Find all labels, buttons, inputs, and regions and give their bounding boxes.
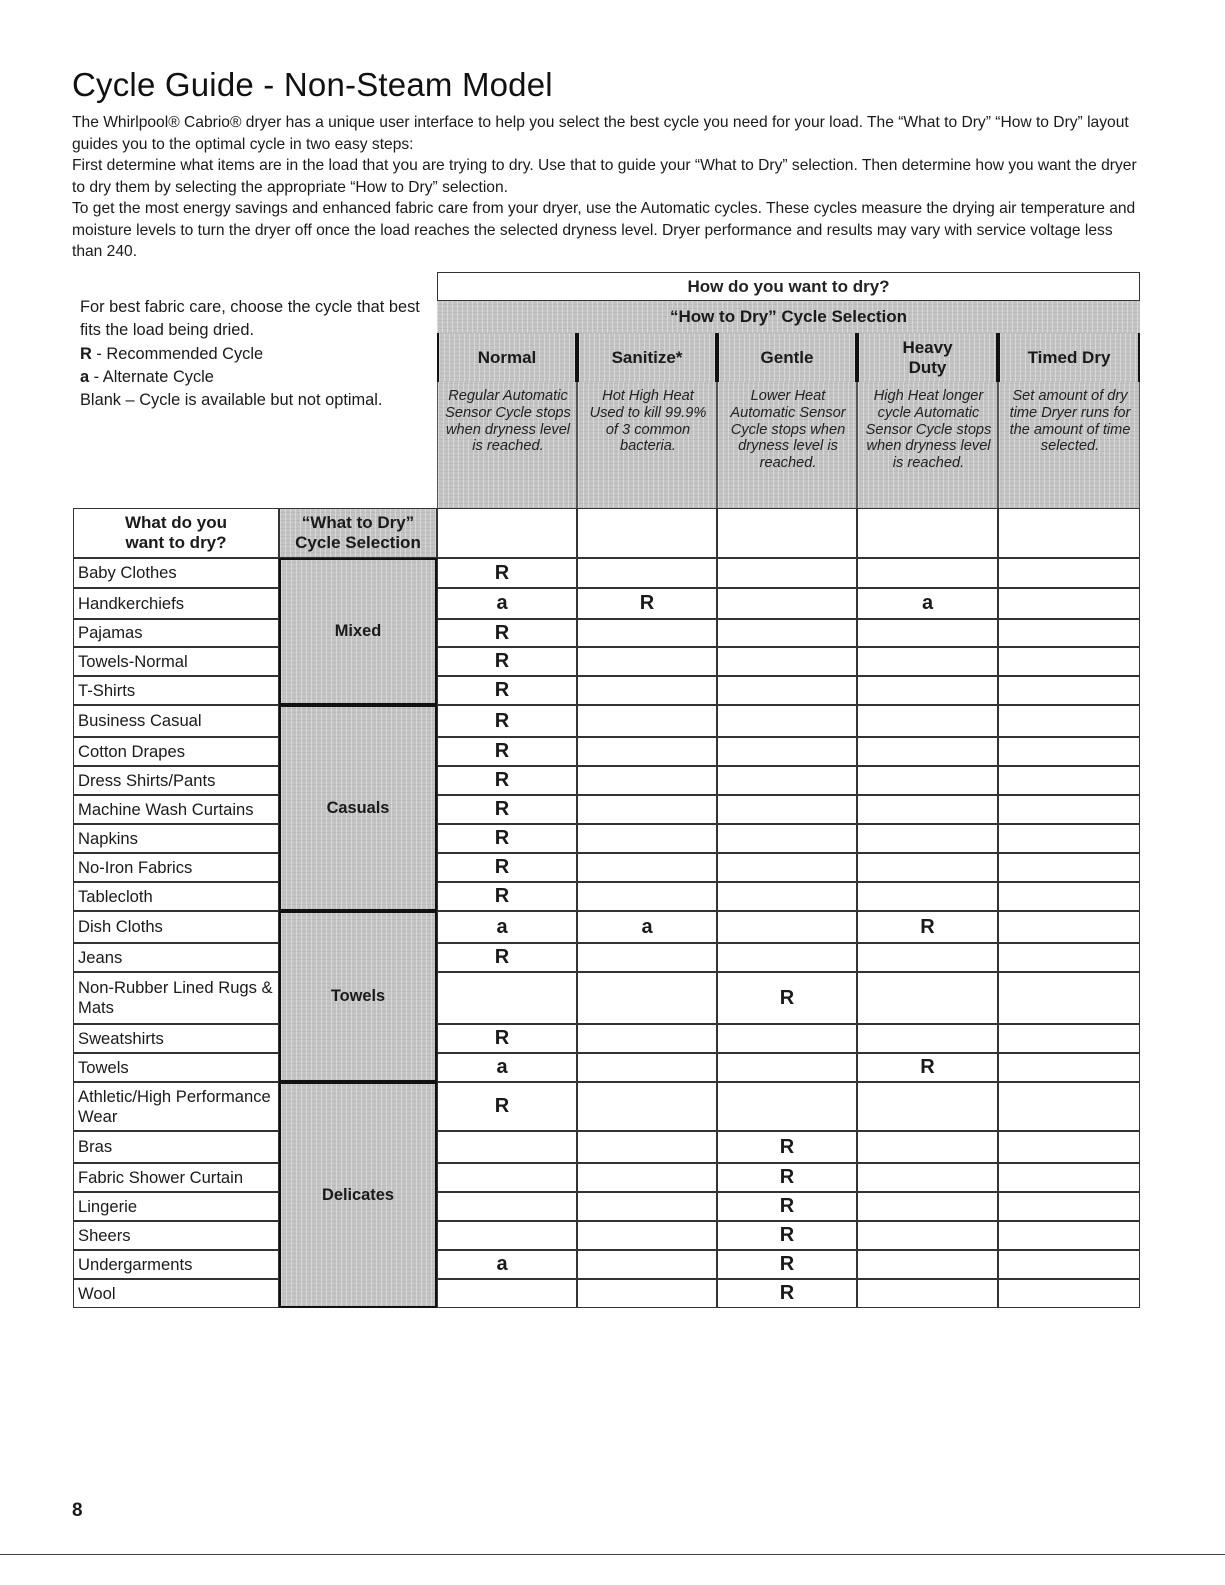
table-cell-mark: [717, 676, 857, 705]
table-cell-mark: [717, 882, 857, 911]
table-cell-mark: [577, 824, 717, 853]
legend-a-key: a: [80, 367, 90, 386]
table-cell-mark: [857, 647, 998, 676]
table-cell-mark: [577, 766, 717, 795]
table-row-item: Pajamas: [73, 619, 279, 647]
table-row-item: Machine Wash Curtains: [73, 795, 279, 824]
header-spacer-cell: [717, 508, 857, 558]
legend-r-key: R: [80, 344, 92, 363]
table-row-item: Non-Rubber Lined Rugs & Mats: [73, 972, 279, 1024]
table-cell-mark: [998, 1250, 1140, 1279]
legend-r-text: - Recommended Cycle: [91, 344, 264, 363]
table-cell-mark: [998, 588, 1140, 619]
intro-paragraph-3: To get the most energy savings and enhanced fabric care from your dryer, use the Automatic cycles. These cycles measure the drying air temperature and moisture levels to turn the dryer off once the load reaches the selected dryness level. Dryer performance and results may vary with service voltage less than 240.: [72, 200, 1136, 260]
table-cell-mark: [577, 676, 717, 705]
table-cell-mark: [717, 1053, 857, 1082]
table-row-item: Lingerie: [73, 1192, 279, 1221]
table-cell-mark: [998, 619, 1140, 647]
table-cell-mark: R: [717, 1250, 857, 1279]
table-cell-mark: [717, 737, 857, 766]
legend-blank: Blank – Cycle is available but not optimal.: [80, 391, 383, 410]
table-cell-mark: [857, 943, 998, 972]
table-row-item: Handkerchiefs: [73, 588, 279, 619]
table-cell-mark: R: [437, 824, 577, 853]
table-cell-mark: [857, 1082, 998, 1131]
table-cell-mark: [857, 1024, 998, 1053]
table-cell-mark: [857, 853, 998, 882]
table-cell-mark: a: [437, 1250, 577, 1279]
table-cell-mark: R: [717, 972, 857, 1024]
table-cell-mark: [857, 1221, 998, 1250]
table-row-item: Sweatshirts: [73, 1024, 279, 1053]
table-cell-mark: R: [717, 1163, 857, 1192]
table-row-item: No-Iron Fabrics: [73, 853, 279, 882]
table-cell-mark: [998, 795, 1140, 824]
table-cell-mark: [577, 853, 717, 882]
intro-paragraph-1: The Whirlpool® Cabrio® dryer has a unique user interface to help you select the best cycle you need for your load. The “What to Dry” “How to Dry” layout guides you to the optimal cycle in two easy steps:: [72, 114, 1129, 153]
column-desc-sanitize: Hot High Heat Used to kill 99.9% of 3 common bacteria.: [577, 382, 717, 508]
table-cell-mark: [857, 705, 998, 737]
table-cell-mark: R: [437, 1024, 577, 1053]
table-cell-mark: [437, 1279, 577, 1308]
table-cell-mark: [857, 795, 998, 824]
table-row-item: Dish Cloths: [73, 911, 279, 943]
table-cell-mark: [857, 558, 998, 588]
table-cell-mark: R: [437, 795, 577, 824]
table-cell-mark: R: [437, 705, 577, 737]
table-cell-mark: R: [437, 558, 577, 588]
table-cell-mark: a: [437, 588, 577, 619]
bottom-rule: [0, 1554, 1225, 1555]
table-cell-mark: R: [437, 676, 577, 705]
table-cell-mark: [437, 1192, 577, 1221]
table-cell-mark: [577, 1053, 717, 1082]
table-row-item: Napkins: [73, 824, 279, 853]
table-cell-mark: [998, 737, 1140, 766]
table-cell-mark: R: [437, 737, 577, 766]
table-cell-mark: [998, 911, 1140, 943]
table-cell-mark: [437, 972, 577, 1024]
table-cell-mark: [717, 588, 857, 619]
table-cell-mark: [998, 558, 1140, 588]
table-cell-mark: [717, 705, 857, 737]
table-cell-mark: R: [437, 647, 577, 676]
table-cell-mark: [577, 882, 717, 911]
table-cell-mark: [437, 1131, 577, 1163]
table-cell-mark: [437, 1163, 577, 1192]
table-cell-mark: [577, 1192, 717, 1221]
table-cell-mark: [857, 972, 998, 1024]
table-cell-mark: [998, 943, 1140, 972]
table-cell-mark: [857, 1279, 998, 1308]
table-cell-mark: R: [577, 588, 717, 619]
table-cell-mark: [857, 882, 998, 911]
how-cycle-header: “How to Dry” Cycle Selection: [437, 301, 1140, 333]
header-spacer-cell: [437, 508, 577, 558]
table-cell-mark: [577, 1250, 717, 1279]
table-row-item: T-Shirts: [73, 676, 279, 705]
intro-text: [72, 112, 1137, 263]
table-row-item: Sheers: [73, 1221, 279, 1250]
table-cell-mark: [998, 882, 1140, 911]
table-cell-mark: [857, 824, 998, 853]
table-cell-mark: [998, 1163, 1140, 1192]
legend: [80, 296, 430, 412]
table-cell-mark: [577, 737, 717, 766]
group-towels: Towels: [279, 911, 437, 1082]
table-row-item: Tablecloth: [73, 882, 279, 911]
table-cell-mark: R: [437, 1082, 577, 1131]
table-cell-mark: [717, 795, 857, 824]
table-cell-mark: [577, 647, 717, 676]
column-header-heavy-duty: Heavy Duty: [857, 333, 998, 382]
table-cell-mark: [577, 705, 717, 737]
how-header: How do you want to dry?: [437, 272, 1140, 301]
column-desc-normal: Regular Automatic Sensor Cycle stops when dryness level is reached.: [437, 382, 577, 508]
table-cell-mark: R: [437, 882, 577, 911]
column-header-sanitize: Sanitize*: [577, 333, 717, 382]
column-header-normal: Normal: [437, 333, 577, 382]
table-cell-mark: [717, 766, 857, 795]
table-cell-mark: [998, 1131, 1140, 1163]
table-row-item: Dress Shirts/Pants: [73, 766, 279, 795]
table-cell-mark: [717, 824, 857, 853]
page-number: 8: [72, 1500, 83, 1521]
table-cell-mark: R: [857, 1053, 998, 1082]
table-cell-mark: [998, 676, 1140, 705]
header-spacer-cell: [998, 508, 1140, 558]
table-row-item: Athletic/High Performance Wear: [73, 1082, 279, 1131]
table-cell-mark: [717, 943, 857, 972]
table-row-item: Wool: [73, 1279, 279, 1308]
table-cell-mark: R: [437, 943, 577, 972]
table-cell-mark: a: [437, 1053, 577, 1082]
table-cell-mark: [577, 619, 717, 647]
table-cell-mark: [577, 1024, 717, 1053]
table-cell-mark: [998, 1082, 1140, 1131]
table-cell-mark: [998, 766, 1140, 795]
what-cycle-header: “What to Dry” Cycle Selection: [279, 508, 437, 558]
column-header-gentle: Gentle: [717, 333, 857, 382]
table-cell-mark: R: [857, 911, 998, 943]
table-row-item: Jeans: [73, 943, 279, 972]
table-cell-mark: [717, 853, 857, 882]
table-cell-mark: [998, 647, 1140, 676]
table-cell-mark: [577, 1163, 717, 1192]
table-cell-mark: [998, 1221, 1140, 1250]
table-cell-mark: [857, 1250, 998, 1279]
column-desc-heavy-duty: High Heat longer cycle Automatic Sensor Cycle stops when dryness level is reached.: [857, 382, 998, 508]
table-cell-mark: [577, 972, 717, 1024]
table-cell-mark: [857, 619, 998, 647]
legend-recommended: [80, 343, 430, 366]
table-cell-mark: R: [717, 1279, 857, 1308]
table-row-item: Bras: [73, 1131, 279, 1163]
table-cell-mark: R: [437, 853, 577, 882]
table-cell-mark: [577, 1221, 717, 1250]
table-row-item: Cotton Drapes: [73, 737, 279, 766]
group-mixed: Mixed: [279, 558, 437, 705]
column-header-timed-dry: Timed Dry: [998, 333, 1140, 382]
table-cell-mark: [717, 647, 857, 676]
table-cell-mark: R: [437, 619, 577, 647]
table-cell-mark: [998, 705, 1140, 737]
table-cell-mark: [998, 1279, 1140, 1308]
table-cell-mark: [998, 853, 1140, 882]
table-cell-mark: [998, 1192, 1140, 1221]
legend-intro: For best fabric care, choose the cycle that best fits the load being dried.: [80, 298, 420, 340]
intro-paragraph-2: First determine what items are in the load that you are trying to dry. Use that to guide your “What to Dry” selection. Then determine how you want the dryer to dry them by selecting the appropriate “How to Dry” selection.: [72, 157, 1137, 196]
table-cell-mark: [857, 1131, 998, 1163]
table-cell-mark: [577, 558, 717, 588]
header-spacer-cell: [857, 508, 998, 558]
table-cell-mark: a: [857, 588, 998, 619]
column-desc-timed-dry: Set amount of dry time Dryer runs for the amount of time selected.: [998, 382, 1140, 508]
table-cell-mark: [577, 795, 717, 824]
table-cell-mark: [577, 1131, 717, 1163]
table-cell-mark: [998, 824, 1140, 853]
table-row-item: Business Casual: [73, 705, 279, 737]
table-row-item: Fabric Shower Curtain: [73, 1163, 279, 1192]
table-row-item: Undergarments: [73, 1250, 279, 1279]
header-spacer-cell: [577, 508, 717, 558]
table-cell-mark: R: [717, 1131, 857, 1163]
table-cell-mark: [577, 1082, 717, 1131]
page-title: Cycle Guide - Non-Steam Model: [72, 66, 553, 103]
table-cell-mark: [857, 1163, 998, 1192]
table-row-item: Towels-Normal: [73, 647, 279, 676]
table-row-item: Towels: [73, 1053, 279, 1082]
table-cell-mark: [998, 1024, 1140, 1053]
table-cell-mark: [998, 972, 1140, 1024]
table-cell-mark: a: [577, 911, 717, 943]
table-cell-mark: R: [717, 1192, 857, 1221]
group-casuals: Casuals: [279, 705, 437, 911]
table-row-item: Baby Clothes: [73, 558, 279, 588]
table-cell-mark: [437, 1221, 577, 1250]
table-cell-mark: [857, 766, 998, 795]
group-delicates: Delicates: [279, 1082, 437, 1308]
table-cell-mark: [577, 943, 717, 972]
table-cell-mark: [857, 676, 998, 705]
column-desc-gentle: Lower Heat Automatic Sensor Cycle stops when dryness level is reached.: [717, 382, 857, 508]
legend-a-text: - Alternate Cycle: [89, 367, 214, 386]
table-cell-mark: [857, 1192, 998, 1221]
what-header: What do you want to dry?: [73, 508, 279, 558]
table-cell-mark: [857, 737, 998, 766]
table-cell-mark: R: [717, 1221, 857, 1250]
table-cell-mark: [717, 558, 857, 588]
table-cell-mark: [577, 1279, 717, 1308]
table-cell-mark: [717, 1024, 857, 1053]
table-cell-mark: a: [437, 911, 577, 943]
table-cell-mark: [717, 619, 857, 647]
table-cell-mark: [717, 911, 857, 943]
legend-alternate: [80, 366, 430, 389]
table-cell-mark: [998, 1053, 1140, 1082]
table-cell-mark: R: [437, 766, 577, 795]
table-cell-mark: [717, 1082, 857, 1131]
